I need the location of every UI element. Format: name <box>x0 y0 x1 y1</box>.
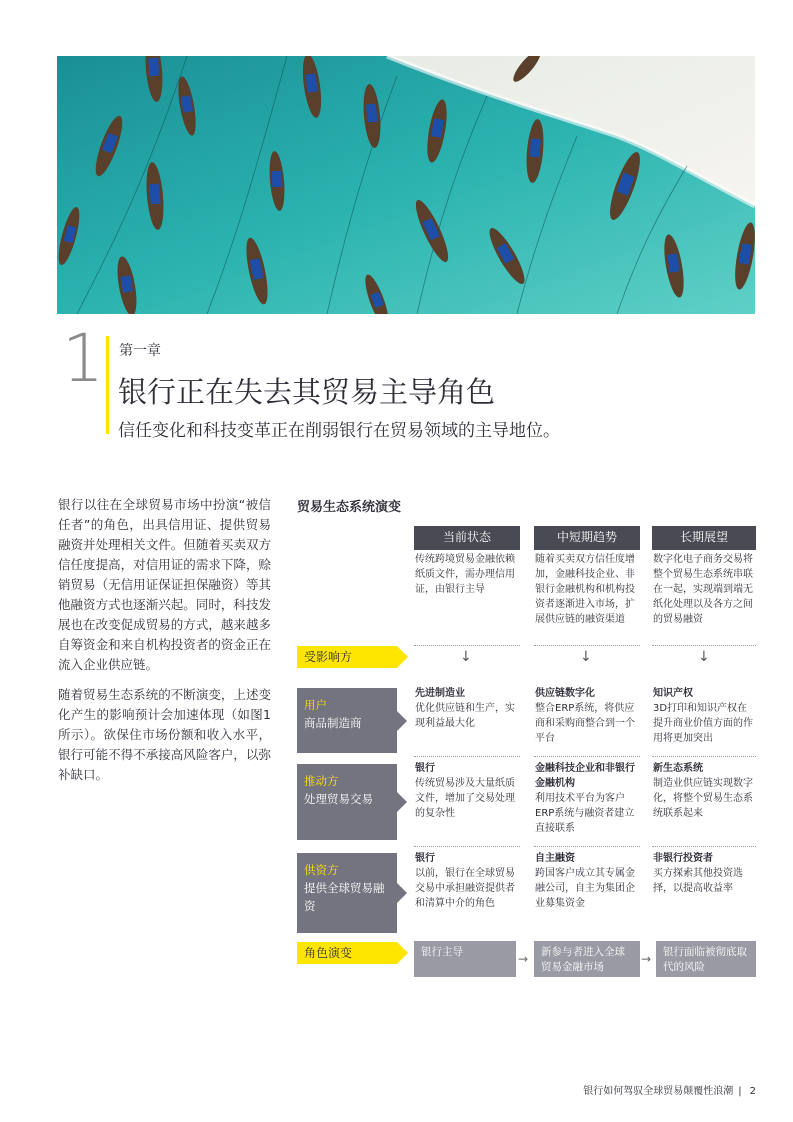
column-header-midterm: 中短期趋势 <box>534 526 640 548</box>
ecosystem-diagram <box>297 523 757 983</box>
boats-aerial-image <box>57 56 755 314</box>
cell-funder-midterm <box>535 851 643 911</box>
cell-driver-midterm <box>535 761 643 836</box>
cell-text: 买方探索其他投资选择，以提高收益率 <box>653 868 743 894</box>
cell-heading: 知识产权 <box>653 688 693 699</box>
intro-current: 传统跨境贸易金融依赖纸质文件，需办理信用证，由银行主导 <box>415 554 515 595</box>
row-desc: 提供全球贸易融资 <box>304 881 385 913</box>
column-header-underline <box>534 548 640 550</box>
separator <box>652 846 756 847</box>
chapter-label: 第一章 <box>119 343 161 359</box>
cell-text: 优化供应链和生产，实现利益最大化 <box>415 703 515 729</box>
separator <box>652 756 756 757</box>
paragraph-1: 银行以往在全球贸易市场中扮演“被信任者”的角色，出具信用证、提供贸易融资并处理相关文件。但随着买卖双方信任度提高，对信用证的需求下降，赊销贸易（无信用证保证担保融资）等其他融资方式也逐渐兴起。同时，科技发展也在改变促成贸易的方式，越来越多自筹资金和来自机构投资者的资金正在流入企业供应链。 <box>58 497 271 672</box>
intro-midterm: 随着买卖双方信任度增加，金融科技企业、非银行金融机构和机构投资者逐渐进入市场，扩展供应链的融资渠道 <box>535 554 635 625</box>
footer-divider: | <box>738 1086 742 1097</box>
arrow-right-icon: → <box>641 952 652 966</box>
chapter-accent-bar <box>106 336 109 434</box>
chapter-subtitle: 信任变化和科技变革正在削弱银行在贸易领域的主导地位。 <box>118 421 560 441</box>
cell-text: 整合ERP系统，将供应商和采购商整合到一个平台 <box>535 703 635 744</box>
separator <box>414 756 520 757</box>
arrow-right-icon: → <box>518 952 529 966</box>
cell-text: 传统贸易涉及大量纸质文件，增加了交易处理的复杂性 <box>415 778 515 819</box>
separator <box>414 645 520 646</box>
arrow-down-icon: ↓ <box>698 649 710 665</box>
cell-driver-longterm <box>653 761 757 821</box>
arrow-down-icon: ↓ <box>580 649 592 665</box>
arrow-down-icon: ↓ <box>460 649 472 665</box>
cell-user-longterm <box>653 686 757 746</box>
intro-longterm: 数字化电子商务交易将整个贸易生态系统串联在一起，实现端到端无纸化处理以及各方之间的贸易融资 <box>653 554 753 625</box>
page-number: 2 <box>749 1086 756 1097</box>
cell-heading: 银行 <box>415 763 435 774</box>
paragraph-2: 随着贸易生态系统的不断演变，上述变化产生的影响预计会加速体现（如图1所示）。欲保住市场份额和收入水平，银行可能不得不承接高风险客户，以弥补缺口。 <box>58 687 271 782</box>
row-role: 供资方 <box>304 863 339 877</box>
row-label-funder <box>297 853 397 933</box>
row-label-user <box>297 688 397 753</box>
column-header-longterm: 长期展望 <box>652 526 756 548</box>
separator <box>534 645 640 646</box>
cell-user-current <box>415 686 521 731</box>
cell-heading: 非银行投资者 <box>653 853 713 864</box>
evolution-midterm: 新参与者进入全球贸易金融市场 <box>534 941 640 977</box>
cell-heading: 供应链数字化 <box>535 688 595 699</box>
role-evolution-label: 角色演变 <box>297 942 397 964</box>
chapter-number: 1 <box>62 320 104 397</box>
cell-funder-longterm <box>653 851 757 896</box>
separator <box>534 846 640 847</box>
cell-user-midterm <box>535 686 643 746</box>
separator <box>414 846 520 847</box>
cell-text: 以前，银行在全球贸易交易中承担融资提供者和清算中介的角色 <box>415 868 515 909</box>
cell-heading: 金融科技企业和非银行金融机构 <box>535 763 635 789</box>
cell-funder-current <box>415 851 521 911</box>
row-role: 推动方 <box>304 774 339 788</box>
evolution-current: 银行主导 <box>414 941 516 977</box>
separator <box>652 645 756 646</box>
cell-text: 跨国客户成立其专属金融公司，自主为集团企业募集资金 <box>535 868 635 909</box>
affected-parties-label: 受影响方 <box>297 646 397 668</box>
column-header-current: 当前状态 <box>414 526 520 548</box>
row-role: 用户 <box>304 698 327 712</box>
evolution-longterm: 银行面临被彻底取代的风险 <box>656 941 756 977</box>
hero-photo <box>57 56 755 314</box>
chapter-title: 银行正在失去其贸易主导角色 <box>118 375 496 409</box>
footer-text: 银行如何驾驭全球贸易颠覆性浪潮 <box>583 1086 734 1097</box>
cell-text: 制造业供应链实现数字化，将整个贸易生态系统联系起来 <box>653 778 753 819</box>
column-header-underline <box>414 548 520 550</box>
column-header-underline <box>652 548 756 550</box>
row-desc: 商品制造商 <box>304 716 362 730</box>
separator <box>534 756 640 757</box>
row-label-driver <box>297 764 397 840</box>
cell-heading: 自主融资 <box>535 853 575 864</box>
page-footer <box>583 1082 756 1097</box>
cell-text: 3D打印和知识产权在提升商业价值方面的作用将更加突出 <box>653 703 753 744</box>
cell-text: 利用技术平台为客户ERP系统与融资者建立直接联系 <box>535 793 635 834</box>
cell-heading: 银行 <box>415 853 435 864</box>
figure-title: 贸易生态系统演变 <box>297 500 402 515</box>
cell-driver-current <box>415 761 521 821</box>
row-desc: 处理贸易交易 <box>304 792 373 806</box>
body-text <box>58 495 271 795</box>
cell-heading: 新生态系统 <box>653 763 703 774</box>
cell-heading: 先进制造业 <box>415 688 465 699</box>
